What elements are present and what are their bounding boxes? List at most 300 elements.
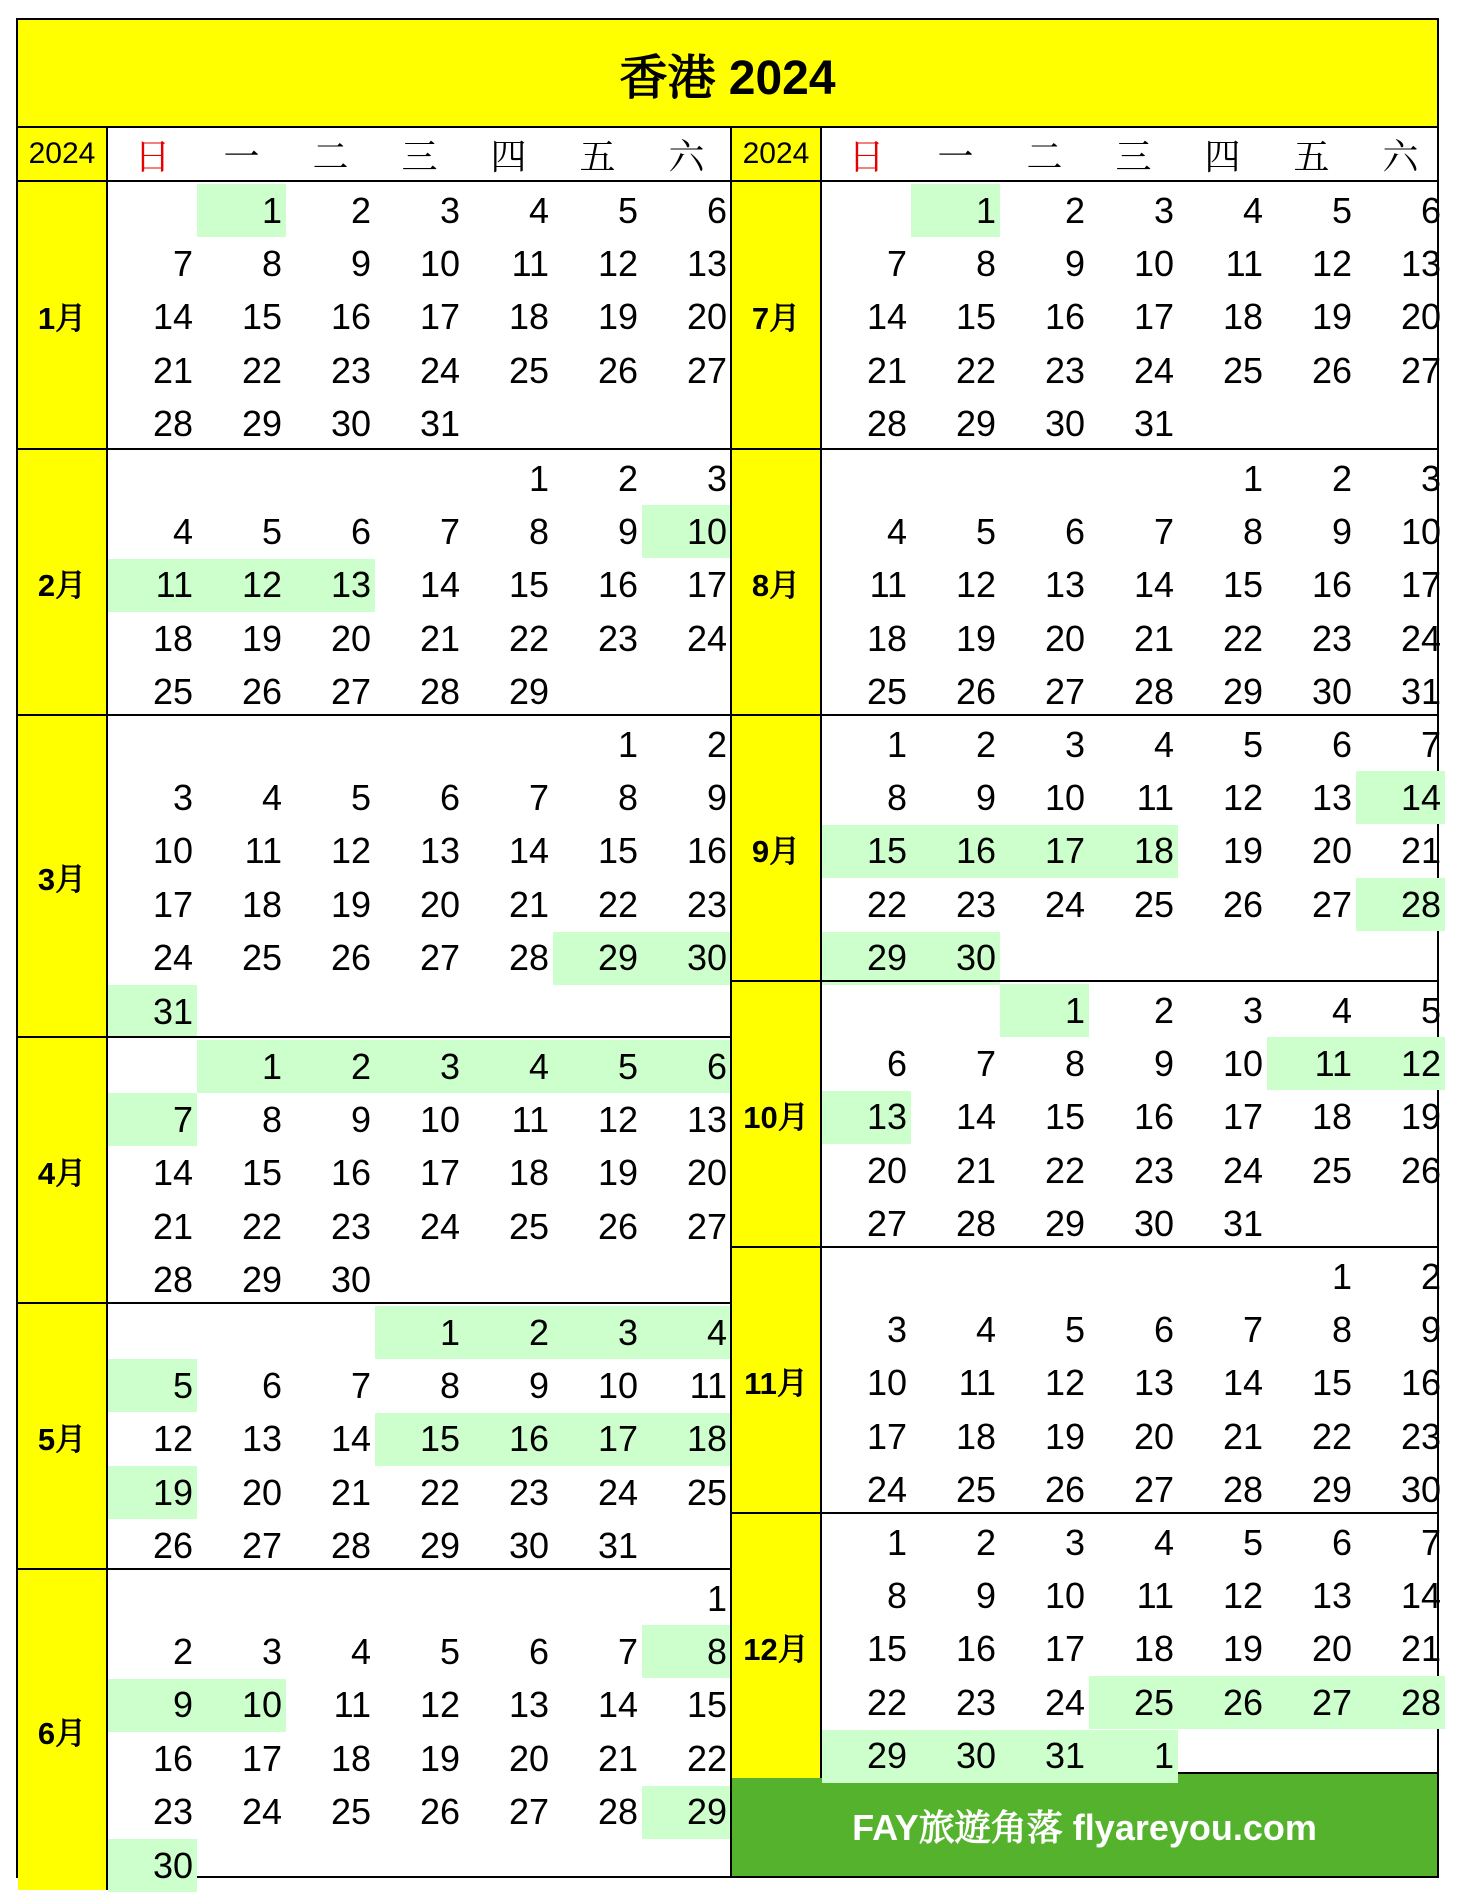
day-cell: 23 bbox=[955, 1681, 996, 1723]
day-cell: 10 bbox=[1044, 776, 1085, 818]
day-cell: 2 bbox=[1420, 1255, 1441, 1297]
day-cell: 28 bbox=[597, 1791, 638, 1833]
day-cell: 26 bbox=[330, 937, 371, 979]
day-cell: 11 bbox=[333, 1684, 371, 1726]
day-cell: 9 bbox=[108, 1679, 197, 1732]
header-year: 2024 bbox=[732, 128, 822, 180]
day-cell: 5 bbox=[1331, 189, 1352, 231]
day-cell: 8 bbox=[439, 1364, 460, 1406]
day-cell: 10 bbox=[1044, 1574, 1085, 1616]
day-cell: 3 bbox=[1420, 457, 1441, 499]
day-cell: 27 bbox=[686, 349, 727, 391]
day-cell: 12 bbox=[1311, 242, 1352, 284]
day-cell: 11 bbox=[958, 1362, 996, 1404]
day-cell: 23 bbox=[330, 1205, 371, 1247]
day-cell: 28 bbox=[152, 403, 193, 445]
month-9 bbox=[732, 714, 1441, 980]
right-column bbox=[730, 128, 1441, 1876]
day-cell: 8 bbox=[1242, 510, 1263, 552]
day-cell: 10 bbox=[642, 505, 731, 558]
weekday-3: 三 bbox=[401, 135, 438, 177]
month-5 bbox=[18, 1302, 730, 1568]
day-cell: 23 bbox=[330, 349, 371, 391]
day-cell: 8 bbox=[975, 242, 996, 284]
day-cell: 12 bbox=[597, 242, 638, 284]
month-1 bbox=[18, 182, 730, 448]
day-cell: 25 bbox=[508, 349, 549, 391]
day-cell: 21 bbox=[1400, 830, 1441, 872]
day-cell: 17 bbox=[553, 1413, 642, 1466]
day-cell: 14 bbox=[866, 296, 907, 338]
day-cell: 12 bbox=[1356, 1037, 1445, 1090]
day-cell: 19 bbox=[597, 296, 638, 338]
day-cell: 18 bbox=[866, 617, 907, 659]
day-cell: 8 bbox=[617, 776, 638, 818]
day-cell: 25 bbox=[508, 1205, 549, 1247]
day-cell: 21 bbox=[508, 883, 549, 925]
month-3 bbox=[18, 714, 730, 1036]
day-cell: 14 bbox=[955, 1096, 996, 1138]
weekday-header-right bbox=[732, 128, 1437, 182]
day-cell: 16 bbox=[464, 1413, 553, 1466]
weekday-2: 二 bbox=[1026, 135, 1063, 177]
day-cell: 9 bbox=[528, 1364, 549, 1406]
day-cell: 11 bbox=[1267, 1037, 1356, 1090]
day-cell: 28 bbox=[955, 1203, 996, 1245]
day-cell: 17 bbox=[152, 883, 193, 925]
day-cell: 24 bbox=[686, 617, 727, 659]
day-cell: 15 bbox=[1311, 1362, 1352, 1404]
day-cell: 29 bbox=[508, 671, 549, 713]
day-cell: 4 bbox=[975, 1308, 996, 1350]
day-cell: 6 bbox=[439, 776, 460, 818]
day-cell: 24 bbox=[1222, 1149, 1263, 1191]
day-cell: 5 bbox=[108, 1359, 197, 1412]
day-cell: 15 bbox=[1222, 564, 1263, 606]
day-cell: 25 bbox=[686, 1471, 727, 1513]
month-label: 5月 bbox=[18, 1304, 108, 1568]
day-cell: 29 bbox=[822, 932, 911, 985]
day-cell: 26 bbox=[1400, 1149, 1441, 1191]
day-cell: 2 bbox=[172, 1630, 193, 1672]
day-cell: 26 bbox=[419, 1791, 460, 1833]
day-cell: 18 bbox=[241, 883, 282, 925]
day-cell: 2 bbox=[286, 1040, 375, 1093]
day-cell: 31 bbox=[419, 403, 460, 445]
day-cell: 22 bbox=[866, 883, 907, 925]
day-cell: 25 bbox=[1311, 1149, 1352, 1191]
day-cell: 1 bbox=[197, 1040, 286, 1093]
day-cell: 21 bbox=[955, 1149, 996, 1191]
day-cell: 10 bbox=[597, 1364, 638, 1406]
day-cell: 5 bbox=[439, 1630, 460, 1672]
day-cell: 13 bbox=[686, 1098, 727, 1140]
day-cell: 6 bbox=[1153, 1308, 1174, 1350]
day-cell: 3 bbox=[1242, 989, 1263, 1031]
day-cell: 5 bbox=[975, 510, 996, 552]
day-cell: 9 bbox=[617, 510, 638, 552]
day-cell: 23 bbox=[1311, 617, 1352, 659]
day-cell: 31 bbox=[1000, 1730, 1089, 1783]
day-cell: 28 bbox=[419, 671, 460, 713]
day-cell: 14 bbox=[1222, 1362, 1263, 1404]
month-11 bbox=[732, 1246, 1441, 1512]
day-cell: 25 bbox=[866, 671, 907, 713]
day-cell: 3 bbox=[375, 1040, 464, 1093]
day-cell: 14 bbox=[508, 830, 549, 872]
day-cell: 21 bbox=[152, 1205, 193, 1247]
day-cell: 14 bbox=[597, 1684, 638, 1726]
day-cell: 17 bbox=[866, 1415, 907, 1457]
day-cell: 10 bbox=[419, 242, 460, 284]
day-cell: 27 bbox=[1267, 1676, 1356, 1729]
day-cell: 15 bbox=[686, 1684, 727, 1726]
day-cell: 3 bbox=[261, 1630, 282, 1672]
day-cell: 12 bbox=[1222, 1574, 1263, 1616]
day-cell: 19 bbox=[419, 1737, 460, 1779]
day-cell: 19 bbox=[1222, 1628, 1263, 1670]
day-cell: 7 bbox=[172, 242, 193, 284]
day-cell: 31 bbox=[597, 1525, 638, 1567]
day-cell: 6 bbox=[886, 1042, 907, 1084]
month-label: 10月 bbox=[732, 982, 822, 1246]
day-cell: 8 bbox=[886, 776, 907, 818]
day-cell: 15 bbox=[241, 296, 282, 338]
day-cell: 25 bbox=[330, 1791, 371, 1833]
day-cell: 23 bbox=[955, 883, 996, 925]
day-cell: 29 bbox=[822, 1730, 911, 1783]
day-cell: 27 bbox=[1133, 1469, 1174, 1511]
day-cell: 5 bbox=[553, 1040, 642, 1093]
day-cell: 12 bbox=[597, 1098, 638, 1140]
day-cell: 2 bbox=[706, 723, 727, 765]
day-cell: 20 bbox=[686, 296, 727, 338]
day-cell: 10 bbox=[152, 830, 193, 872]
month-6 bbox=[18, 1568, 730, 1890]
day-cell: 12 bbox=[197, 559, 286, 612]
day-cell: 25 bbox=[152, 671, 193, 713]
day-cell: 7 bbox=[975, 1042, 996, 1084]
day-cell: 7 bbox=[439, 510, 460, 552]
day-cell: 24 bbox=[1133, 349, 1174, 391]
day-cell: 6 bbox=[1420, 189, 1441, 231]
day-cell: 6 bbox=[350, 510, 371, 552]
day-cell: 16 bbox=[1311, 564, 1352, 606]
day-cell: 20 bbox=[1311, 830, 1352, 872]
day-cell: 21 bbox=[1400, 1628, 1441, 1670]
month-label: 11月 bbox=[732, 1248, 822, 1512]
day-cell: 8 bbox=[1331, 1308, 1352, 1350]
day-cell: 29 bbox=[1222, 671, 1263, 713]
day-cell: 1 bbox=[617, 723, 638, 765]
month-2 bbox=[18, 448, 730, 714]
day-cell: 4 bbox=[1153, 1521, 1174, 1563]
weekday-2: 二 bbox=[312, 135, 349, 177]
month-label: 6月 bbox=[18, 1570, 108, 1890]
day-cell: 8 bbox=[642, 1625, 731, 1678]
day-cell: 4 bbox=[172, 510, 193, 552]
header-year: 2024 bbox=[18, 128, 108, 180]
day-cell: 9 bbox=[975, 776, 996, 818]
weekday-5: 五 bbox=[1293, 135, 1330, 177]
day-cell: 24 bbox=[597, 1471, 638, 1513]
day-cell: 4 bbox=[1242, 189, 1263, 231]
day-cell: 30 bbox=[108, 1839, 197, 1892]
day-cell: 22 bbox=[241, 1205, 282, 1247]
day-cell: 9 bbox=[350, 242, 371, 284]
weekday-1: 一 bbox=[937, 135, 974, 177]
day-cell: 24 bbox=[241, 1791, 282, 1833]
day-cell: 25 bbox=[1222, 349, 1263, 391]
day-cell: 7 bbox=[1420, 723, 1441, 765]
day-cell: 20 bbox=[1311, 1628, 1352, 1670]
day-cell: 1 bbox=[197, 184, 286, 237]
day-cell: 31 bbox=[1222, 1203, 1263, 1245]
left-column bbox=[18, 128, 730, 1886]
day-cell: 22 bbox=[597, 883, 638, 925]
day-cell: 15 bbox=[375, 1413, 464, 1466]
day-cell: 21 bbox=[1222, 1415, 1263, 1457]
day-cell: 4 bbox=[261, 776, 282, 818]
day-cell: 9 bbox=[1420, 1308, 1441, 1350]
day-cell: 11 bbox=[869, 564, 907, 606]
day-cell: 23 bbox=[508, 1471, 549, 1513]
weekday-header-left bbox=[18, 128, 730, 182]
day-cell: 30 bbox=[911, 1730, 1000, 1783]
day-cell: 14 bbox=[1356, 771, 1445, 824]
day-cell: 17 bbox=[1000, 825, 1089, 878]
day-cell: 16 bbox=[330, 296, 371, 338]
day-cell: 21 bbox=[152, 349, 193, 391]
day-cell: 22 bbox=[866, 1681, 907, 1723]
day-cell: 6 bbox=[528, 1630, 549, 1672]
day-cell: 17 bbox=[686, 564, 727, 606]
day-cell: 24 bbox=[1400, 617, 1441, 659]
day-cell: 25 bbox=[1133, 883, 1174, 925]
day-cell: 11 bbox=[108, 559, 197, 612]
day-cell: 23 bbox=[686, 883, 727, 925]
calendar bbox=[16, 18, 1441, 1886]
day-cell: 24 bbox=[419, 1205, 460, 1247]
day-cell: 29 bbox=[955, 403, 996, 445]
day-cell: 11 bbox=[1225, 242, 1263, 284]
day-cell: 28 bbox=[330, 1525, 371, 1567]
day-cell: 6 bbox=[261, 1364, 282, 1406]
day-cell: 20 bbox=[686, 1152, 727, 1194]
day-cell: 14 bbox=[1400, 1574, 1441, 1616]
day-cell: 20 bbox=[1044, 617, 1085, 659]
day-cell: 12 bbox=[330, 830, 371, 872]
month-label: 4月 bbox=[18, 1038, 108, 1302]
day-cell: 21 bbox=[597, 1737, 638, 1779]
day-cell: 19 bbox=[1044, 1415, 1085, 1457]
day-cell: 7 bbox=[1153, 510, 1174, 552]
day-cell: 1 bbox=[886, 1521, 907, 1563]
day-cell: 14 bbox=[330, 1418, 371, 1460]
day-cell: 31 bbox=[108, 985, 197, 1038]
day-cell: 20 bbox=[1400, 296, 1441, 338]
day-cell: 30 bbox=[330, 1259, 371, 1301]
day-cell: 14 bbox=[152, 1152, 193, 1194]
day-cell: 4 bbox=[1153, 723, 1174, 765]
weekday-6: 六 bbox=[668, 135, 705, 177]
day-cell: 1 bbox=[911, 184, 1000, 237]
day-cell: 16 bbox=[1400, 1362, 1441, 1404]
day-cell: 2 bbox=[617, 457, 638, 499]
day-cell: 24 bbox=[152, 937, 193, 979]
day-cell: 1 bbox=[1242, 457, 1263, 499]
day-cell: 24 bbox=[866, 1469, 907, 1511]
day-cell: 26 bbox=[1222, 883, 1263, 925]
month-12 bbox=[732, 1512, 1441, 1778]
day-cell: 8 bbox=[528, 510, 549, 552]
day-cell: 13 bbox=[241, 1418, 282, 1460]
day-cell: 11 bbox=[1136, 776, 1174, 818]
day-cell: 24 bbox=[1044, 883, 1085, 925]
day-cell: 22 bbox=[419, 1471, 460, 1513]
day-cell: 11 bbox=[689, 1364, 727, 1406]
day-cell: 12 bbox=[1222, 776, 1263, 818]
day-cell: 13 bbox=[1400, 242, 1441, 284]
month-label: 9月 bbox=[732, 716, 822, 980]
day-cell: 14 bbox=[152, 296, 193, 338]
day-cell: 13 bbox=[1311, 1574, 1352, 1616]
day-cell: 10 bbox=[1400, 510, 1441, 552]
day-cell: 16 bbox=[686, 830, 727, 872]
day-cell: 30 bbox=[911, 932, 1000, 985]
day-cell: 5 bbox=[1064, 1308, 1085, 1350]
day-cell: 10 bbox=[1222, 1042, 1263, 1084]
day-cell: 5 bbox=[617, 189, 638, 231]
day-cell: 6 bbox=[642, 1040, 731, 1093]
day-cell: 1 bbox=[1000, 984, 1089, 1037]
day-cell: 7 bbox=[617, 1630, 638, 1672]
day-cell: 15 bbox=[822, 825, 911, 878]
day-cell: 13 bbox=[822, 1091, 911, 1144]
day-cell: 13 bbox=[508, 1684, 549, 1726]
day-cell: 3 bbox=[172, 776, 193, 818]
day-cell: 26 bbox=[955, 671, 996, 713]
day-cell: 18 bbox=[1222, 296, 1263, 338]
day-cell: 25 bbox=[955, 1469, 996, 1511]
month-10 bbox=[732, 980, 1441, 1246]
month-label: 12月 bbox=[732, 1514, 822, 1778]
day-cell: 1 bbox=[886, 723, 907, 765]
day-cell: 13 bbox=[1311, 776, 1352, 818]
day-cell: 11 bbox=[511, 242, 549, 284]
day-cell: 19 bbox=[1311, 296, 1352, 338]
day-cell: 1 bbox=[1331, 1255, 1352, 1297]
day-cell: 7 bbox=[108, 1093, 197, 1146]
day-cell: 10 bbox=[1133, 242, 1174, 284]
day-cell: 3 bbox=[706, 457, 727, 499]
month-label: 3月 bbox=[18, 716, 108, 1036]
day-cell: 9 bbox=[1153, 1042, 1174, 1084]
day-cell: 11 bbox=[1136, 1574, 1174, 1616]
day-cell: 4 bbox=[464, 1040, 553, 1093]
day-cell: 8 bbox=[261, 1098, 282, 1140]
day-cell: 3 bbox=[1153, 189, 1174, 231]
day-cell: 21 bbox=[1133, 617, 1174, 659]
day-cell: 16 bbox=[597, 564, 638, 606]
day-cell: 24 bbox=[1044, 1681, 1085, 1723]
day-cell: 30 bbox=[1044, 403, 1085, 445]
day-cell: 22 bbox=[1044, 1149, 1085, 1191]
day-cell: 13 bbox=[286, 559, 375, 612]
day-cell: 2 bbox=[1153, 989, 1174, 1031]
day-cell: 12 bbox=[955, 564, 996, 606]
day-cell: 19 bbox=[597, 1152, 638, 1194]
day-cell: 17 bbox=[1133, 296, 1174, 338]
day-cell: 13 bbox=[686, 242, 727, 284]
day-cell: 26 bbox=[1311, 349, 1352, 391]
day-cell: 3 bbox=[1064, 1521, 1085, 1563]
day-cell: 13 bbox=[1133, 1362, 1174, 1404]
day-cell: 8 bbox=[261, 242, 282, 284]
day-cell: 10 bbox=[419, 1098, 460, 1140]
month-label: 2月 bbox=[18, 450, 108, 714]
day-cell: 27 bbox=[1400, 349, 1441, 391]
day-cell: 3 bbox=[553, 1306, 642, 1359]
day-cell: 3 bbox=[886, 1308, 907, 1350]
day-cell: 8 bbox=[886, 1574, 907, 1616]
day-cell: 7 bbox=[886, 242, 907, 284]
day-cell: 20 bbox=[419, 883, 460, 925]
day-cell: 11 bbox=[511, 1098, 549, 1140]
day-cell: 26 bbox=[597, 349, 638, 391]
day-cell: 3 bbox=[439, 189, 460, 231]
day-cell: 3 bbox=[1064, 723, 1085, 765]
day-cell: 30 bbox=[1311, 671, 1352, 713]
day-cell: 26 bbox=[1044, 1469, 1085, 1511]
day-cell: 5 bbox=[1242, 723, 1263, 765]
day-cell: 16 bbox=[152, 1737, 193, 1779]
day-cell: 20 bbox=[330, 617, 371, 659]
day-cell: 19 bbox=[241, 617, 282, 659]
day-cell: 26 bbox=[1178, 1676, 1267, 1729]
day-cell: 23 bbox=[1044, 349, 1085, 391]
day-cell: 14 bbox=[419, 564, 460, 606]
day-cell: 18 bbox=[642, 1413, 731, 1466]
day-cell: 4 bbox=[1331, 989, 1352, 1031]
weekday-0: 日 bbox=[134, 135, 171, 177]
day-cell: 29 bbox=[642, 1786, 731, 1839]
day-cell: 18 bbox=[508, 1152, 549, 1194]
weekday-0: 日 bbox=[848, 135, 885, 177]
day-cell: 28 bbox=[866, 403, 907, 445]
day-cell: 9 bbox=[975, 1574, 996, 1616]
day-cell: 22 bbox=[686, 1737, 727, 1779]
day-cell: 29 bbox=[241, 403, 282, 445]
day-cell: 18 bbox=[1089, 825, 1178, 878]
day-cell: 29 bbox=[1044, 1203, 1085, 1245]
day-cell: 2 bbox=[464, 1306, 553, 1359]
weekday-5: 五 bbox=[579, 135, 616, 177]
day-cell: 29 bbox=[241, 1259, 282, 1301]
day-cell: 27 bbox=[1311, 883, 1352, 925]
day-cell: 17 bbox=[419, 1152, 460, 1194]
day-cell: 30 bbox=[1133, 1203, 1174, 1245]
day-cell: 16 bbox=[1044, 296, 1085, 338]
day-cell: 19 bbox=[108, 1466, 197, 1519]
day-cell: 31 bbox=[1400, 671, 1441, 713]
weekday-4: 四 bbox=[1204, 135, 1241, 177]
day-cell: 19 bbox=[1222, 830, 1263, 872]
month-label: 1月 bbox=[18, 182, 108, 448]
day-cell: 5 bbox=[1420, 989, 1441, 1031]
day-cell: 22 bbox=[508, 617, 549, 659]
day-cell: 28 bbox=[152, 1259, 193, 1301]
